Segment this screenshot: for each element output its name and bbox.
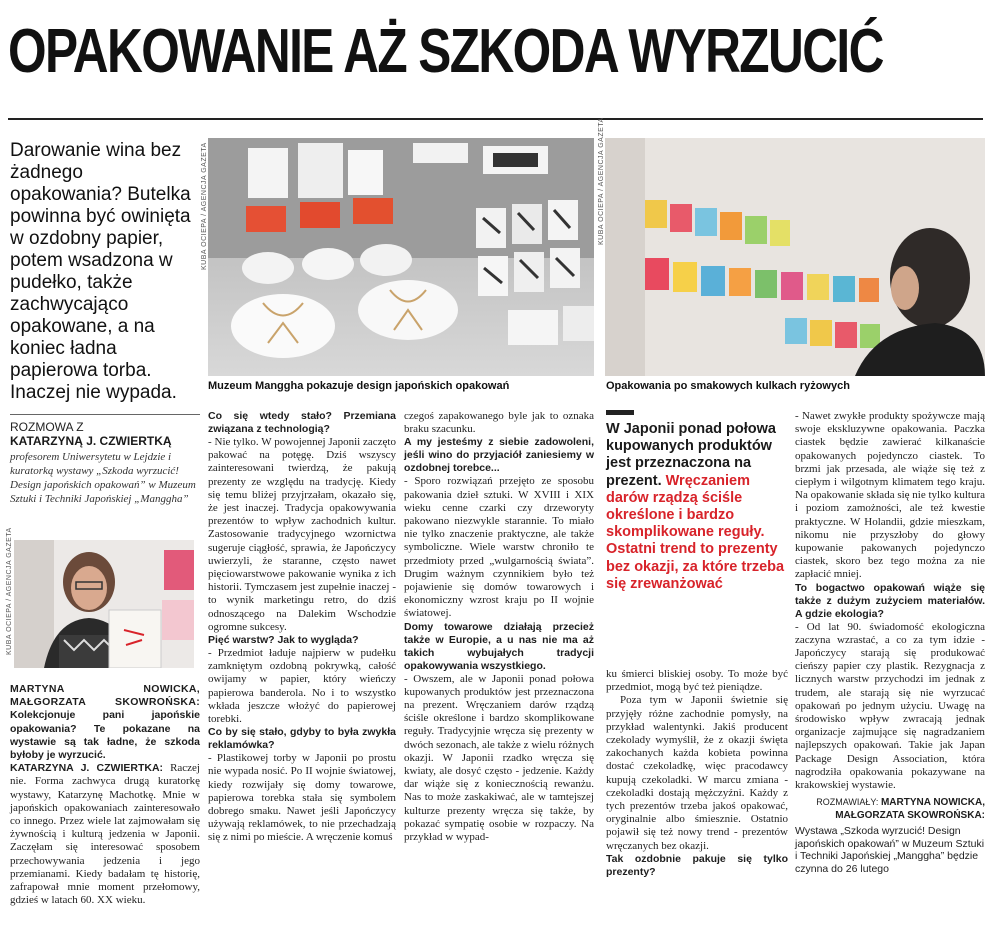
pull-quote-red: Wręczaniem darów rządzą ściśle określone i bardzo skomplikowane reguły. Ostatni trend to prezenty bez okazji, za które trzeba się zrewanżować [606, 472, 785, 592]
answer: - Przedmiot ładuje najpierw w pudełku zamkniętym ozdobną pokrywką, całość owijamy w papier, który wieńczy papierowa banderola. No i to wszystko wkłada jeszcze włożyć do papierowej torebki. [208, 647, 396, 726]
interview-label: ROZMOWA Z [10, 420, 84, 434]
answer: Poza tym w Japonii świetnie się przyjęły różne zachodnie pomysły, na przykład walentynki. Jakiś producent czekolady wymyślił, że z okazji święta zakochanych każda kobieta powinna dostać czekoladkę, więc pracodawcy kupują czekoladki. W marcu zmiana - czekoladki dostają mężczyźni. Każdy z tych prezentów trzeba jakoś opakować, oryginalnie albo śmiesznie. Ostatnio pojawił się też nowy trend - prezentów wręczanych bez okazji. [606, 694, 788, 852]
answer: czegoś zapakowanego byle jak to oznaka braku szacunku. [404, 410, 594, 436]
interviewee-name: KATARZYNĄ J. CZWIERTKĄ [10, 434, 172, 448]
photo1-caption: Muzeum Manggha pokazuje design japońskich opakowań [208, 380, 510, 392]
column-1 [10, 683, 200, 907]
portrait-photo [14, 540, 194, 668]
question: Kolekcjonuje pani japońskie opakowania? Te pokazane na wystawie są tak ładne, że szkoda byłoby je wyrzucić. [10, 709, 200, 762]
question: Co się wtedy stało? Przemiana związana z technologią? [208, 410, 396, 435]
question: A my jesteśmy z siebie zadowoleni, jeśli wino do przyjaciół zaniesiemy w ozdobnej torebce... [404, 436, 594, 475]
photo2-caption: Opakowania po smakowych kulkach ryżowych [606, 380, 850, 392]
answer: - Owszem, ale w Japonii ponad połowa kupowanych produktów jest przeznaczona na prezent. Wręczaniem darów rządzą ściśle określone i bardzo skomplikowane reguły. Tradycyjnie wręcza się prezenty w dwóch sezonach, ale także z wielu różnych okazji. W Japonii rzadko wręcza się kwiaty, ale dosyć często - jedzenie. Każdy dar wiąże się z koniecznością rewanżu. Nas to może zaskakiwać, ale w tamtejszej kulturze prezenty wręcza się także, by pokazać sympatię osobie w rozpaczy. Na przykład w wypad- [404, 672, 594, 844]
photo2-credit: KUBA OCIEPA / AGENCJA GAZETA [598, 117, 605, 245]
answer: - Sporo rozwiązań przejęto ze sposobu pakowania dzieł sztuki. W XVIII i XIX wieku cenne czarki czy drzeworyty pakowano niezwykle starannie. To miało nie tylko znaczenie praktyczne, ale także symboliczne. Wiele warstw chroniło te przedmioty przed „wulgarnością świata”. Drugim ważnym czynnikiem było też pojawienie się domów towarowych i ekonomiczny wzrost kraju po II wojnie światowej. [404, 475, 594, 620]
exhibition-photo-packaging [208, 138, 594, 376]
question: Co by się stało, gdyby to była zwykła reklamówka? [208, 726, 396, 752]
question: To bogactwo opakowań wiąże się także z dużym zużyciem materiałów. A gdzie ekologia? [795, 581, 985, 620]
question: Pięć warstw? Jak to wygląda? [208, 634, 359, 647]
answer: - Nie tylko. W powojennej Japonii zaczęto pakować na potęgę. Dziś wszyscy zainteresowani twierdzą, że pakują prezenty ze względu na tradycję. Kiedy się temu bliżej przyjrzałam, okazało się, że jest inaczej. Tradycja opakowywania prezentów to wpływ zachodnich kultur. Zastosowanie tradycyjnego wzornictwa sugeruje ciągłość, sprawia, że Japończycy uwierzyli, że staranne, często nawet pięciowarstwowe pakowanie wynika z ich historii. Tymczasem jest zupełnie inaczej - to wynik marketingu retro, do dziś odnoszącego na Dalekim Wschodzie ogromne sukcesy. [208, 436, 396, 633]
pull-quote [606, 410, 786, 593]
interviewee-bio: profesorem Uniwersytetu w Lejdzie i kuratorką wystawy „Szkoda wyrzucić! Design japońskich opakowań” w Muzeum Sztuki i Techniki Japońskiej „Manggha” [10, 451, 196, 505]
pull-quote-black: W Japonii ponad połowa kupowanych produktów jest przeznaczona na prezent. [606, 421, 776, 489]
answer: - Nawet zwykłe produkty spożywcze mają swoje ekskluzywne opakowania. Paczka ciastek będzie zawierać kilkanaście opakowanych pojedynczo ciastek. To brzmi jak przesada, ale wiąże się też z ciepłym i wilgotnym klimatem tego kraju. Na opakowanie składa się nie tylko kultura i poziom zamożności, ale też kwestie praktyczne. W Holandii, gdzie mieszkam, nikomu nie przyszłoby do głowy kupowanie pakowanych pojedynczo ciastek, skoro bez tego można za nie zapłacić mniej. [795, 410, 986, 581]
signature-names: MARTYNA NOWICKA, MAŁGORZATA SKOWROŃSKA: [835, 797, 985, 822]
interviewers: MARTYNA NOWICKA, MAŁGORZATA SKOWROŃSKA: [10, 683, 200, 709]
column-4 [606, 668, 788, 879]
question: Domy towarowe działają przecież także w Europie, a u nas nie ma aż takich wybujałych tradycji opakowywania wszystkiego. [404, 620, 594, 672]
speaker-label: KATARZYNA J. CZWIERTKA: [10, 762, 164, 775]
question: Tak ozdobnie pakuje się tylko prezenty? [606, 852, 788, 878]
answer: - Plastikowej torby w Japonii po prostu nie wypada nosić. Po II wojnie światowej, kiedy rozwijały się domy towarowe, papierowa torebka stała się symbolem dobrego smaku. Nawet jeśli Japończycy używają reklamówek, to nie przechadzają się z nimi po mieście. A wręczenie komuś [208, 752, 396, 844]
pull-quote-bar [606, 410, 634, 415]
exhibition-note: Wystawa „Szkoda wyrzucić! Design japońskich opakowań” w Muzeum Sztuki i Techniki Japońskiej „Manggha” będzie czynna do 26 lutego [795, 825, 985, 875]
column-5 [795, 410, 985, 875]
headline-rule [8, 118, 983, 120]
exhibition-photo-riceballs [605, 138, 985, 376]
answer: - Od lat 90. świadomość ekologiczna zaczyna wzrastać, a co za tym idzie - Japończycy starają się produkować cieńszy papier czy plastik. Rezygnacja z licznych warstw przychodzi im jednak z trudem, ale starają się nie wyrzucać opakowań po jednym użyciu. Uwagę na środowisko wpływ zwracają jednak organizacje zajmujące się nagradzaniem najlepszych opakowań. Takie jak Japan Package Design Association, która nagrodziła opakowania pokazywane na krakowskiej wystawie. [795, 620, 985, 792]
column-3 [404, 410, 594, 844]
column-2 [208, 410, 396, 845]
lead-paragraph: Darowanie wina bez żadnego opakowania? Butelka powinna być owinięta w ozdobny papier, potem wsadzona w pudełko, także zachwycająco opakowane, a na koniec ładna papierowa torba. Inaczej nie wypada. [10, 140, 191, 403]
lead-divider [10, 414, 200, 415]
answer: ku śmierci bliskiej osoby. To może być przedmiot, mogą być też pieniądze. [606, 668, 788, 694]
portrait-credit: KUBA OCIEPA / AGENCJA GAZETA [6, 527, 13, 655]
answer: Raczej nie. Forma zachwyca drugą kuratorkę wystawy, Katarzynę Machotkę. Mnie w japońskich opakowaniach zainteresowało co innego. Przez wiele lat zajmowałam się żywnością i kulturą jedzenia w Japonii. Zaczęłam się interesować sposobem przechowywania jedzenia i jego przemianami. Kiedy badałam tę historię, zafrapował mnie moment przełomowy, gdzieś w latach 60. XX wieku. [10, 762, 200, 907]
signature-label: ROZMAWIAŁY: [816, 797, 879, 808]
photo1-credit: KUBA OCIEPA / AGENCJA GAZETA [201, 142, 208, 270]
headline: OPAKOWANIE AŻ SZKODA WYRZUCIĆ [8, 17, 883, 86]
